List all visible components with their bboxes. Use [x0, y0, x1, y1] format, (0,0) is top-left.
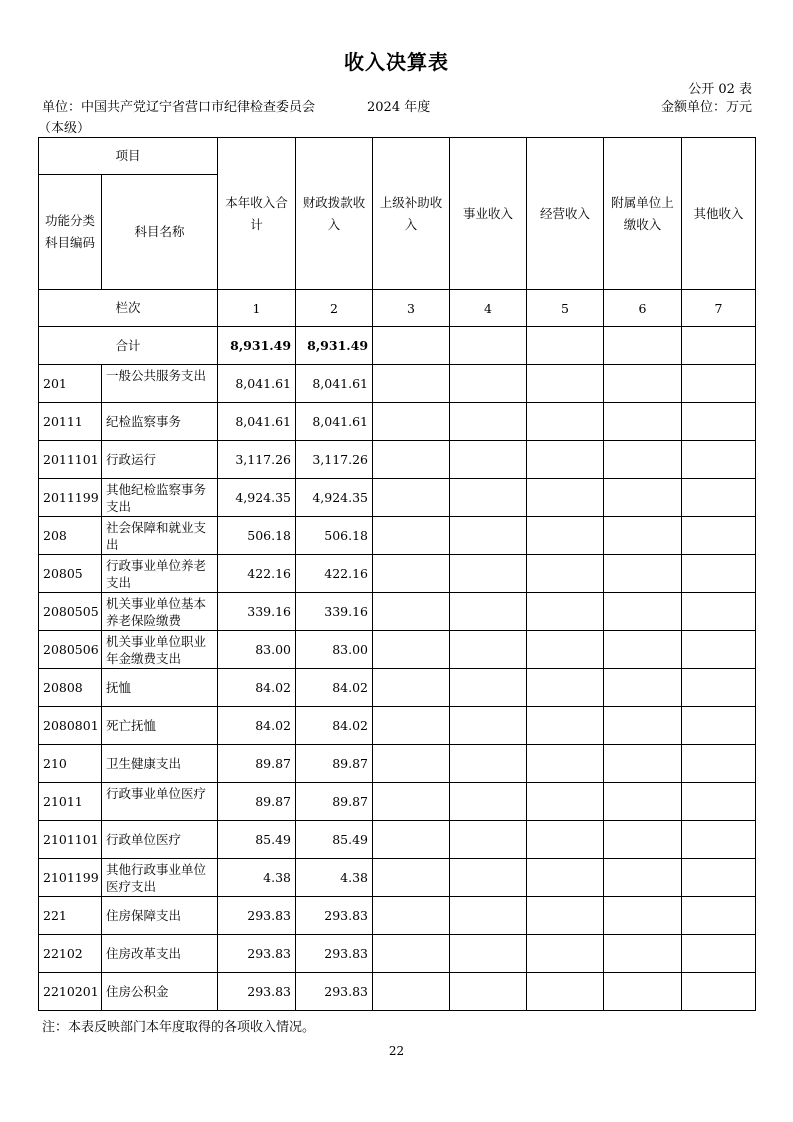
row-total: 83.00	[218, 631, 296, 669]
empty-cell	[682, 973, 756, 1011]
row-fiscal: 293.83	[296, 935, 373, 973]
empty-cell	[527, 745, 604, 783]
row-fiscal: 8,041.61	[296, 403, 373, 441]
empty-cell	[450, 935, 527, 973]
empty-cell	[450, 745, 527, 783]
row-total: 293.83	[218, 935, 296, 973]
empty-cell	[682, 517, 756, 555]
column-number: 1	[218, 290, 296, 327]
total-row-fiscal: 8,931.49	[296, 327, 373, 365]
row-subject-name: 机关事业单位职业年金缴费支出	[102, 631, 218, 669]
empty-cell	[682, 555, 756, 593]
row-total: 422.16	[218, 555, 296, 593]
header-col-total: 本年收入合计	[218, 138, 296, 290]
table-row	[39, 935, 756, 973]
row-subject-name: 住房保障支出	[102, 897, 218, 935]
row-subject-name: 纪检监察事务	[102, 403, 218, 441]
row-total: 293.83	[218, 897, 296, 935]
row-fiscal: 4.38	[296, 859, 373, 897]
empty-cell	[682, 859, 756, 897]
empty-cell	[604, 707, 682, 745]
row-fiscal: 84.02	[296, 669, 373, 707]
row-subject-name: 抚恤	[102, 669, 218, 707]
empty-cell	[604, 403, 682, 441]
row-subject-name: 行政单位医疗	[102, 821, 218, 859]
row-subject-name: 行政事业单位养老支出	[102, 555, 218, 593]
row-code: 20808	[39, 669, 102, 707]
row-fiscal: 339.16	[296, 593, 373, 631]
empty-cell	[450, 593, 527, 631]
row-fiscal: 3,117.26	[296, 441, 373, 479]
row-subject-name: 社会保障和就业支出	[102, 517, 218, 555]
row-total: 84.02	[218, 707, 296, 745]
empty-cell	[527, 517, 604, 555]
empty-cell	[373, 935, 450, 973]
row-fiscal: 4,924.35	[296, 479, 373, 517]
empty-cell	[604, 669, 682, 707]
table-note: 注：本表反映部门本年度取得的各项收入情况。	[42, 1020, 316, 1035]
table-row	[39, 859, 756, 897]
empty-cell	[450, 403, 527, 441]
empty-cell	[682, 707, 756, 745]
total-row-label: 合计	[39, 327, 218, 365]
empty-cell	[527, 707, 604, 745]
row-total: 8,041.61	[218, 365, 296, 403]
empty-cell	[450, 897, 527, 935]
row-code: 2080506	[39, 631, 102, 669]
row-subject-name: 行政事业单位医疗	[102, 783, 218, 821]
row-fiscal: 422.16	[296, 555, 373, 593]
empty-cell	[604, 365, 682, 403]
empty-cell	[682, 897, 756, 935]
empty-cell	[604, 327, 682, 365]
empty-cell	[373, 783, 450, 821]
empty-cell	[450, 517, 527, 555]
form-code: 公开 02 表	[688, 82, 752, 97]
table-row	[39, 745, 756, 783]
empty-cell	[527, 973, 604, 1011]
empty-cell	[373, 555, 450, 593]
row-total: 85.49	[218, 821, 296, 859]
row-fiscal: 506.18	[296, 517, 373, 555]
empty-cell	[450, 973, 527, 1011]
row-total: 89.87	[218, 783, 296, 821]
empty-cell	[604, 783, 682, 821]
column-number: 5	[527, 290, 604, 327]
table-row	[39, 897, 756, 935]
empty-cell	[450, 555, 527, 593]
empty-cell	[373, 745, 450, 783]
row-fiscal: 89.87	[296, 783, 373, 821]
row-total: 293.83	[218, 973, 296, 1011]
report-year: 2024 年度	[367, 100, 431, 115]
row-fiscal: 84.02	[296, 707, 373, 745]
empty-cell	[527, 783, 604, 821]
empty-cell	[373, 897, 450, 935]
empty-cell	[604, 935, 682, 973]
empty-cell	[373, 403, 450, 441]
empty-cell	[450, 859, 527, 897]
table-row	[39, 593, 756, 631]
table-row	[39, 517, 756, 555]
empty-cell	[527, 593, 604, 631]
column-number-label: 栏次	[39, 290, 218, 327]
header-subject-name: 科目名称	[102, 175, 218, 290]
empty-cell	[527, 631, 604, 669]
row-fiscal: 8,041.61	[296, 365, 373, 403]
unit-label-cont: （本级）	[38, 121, 91, 136]
table-row	[39, 821, 756, 859]
empty-cell	[682, 669, 756, 707]
empty-cell	[604, 745, 682, 783]
header-col-fiscal: 财政拨款收入	[296, 138, 373, 290]
income-table	[38, 137, 756, 1011]
empty-cell	[682, 365, 756, 403]
empty-cell	[527, 479, 604, 517]
row-total: 339.16	[218, 593, 296, 631]
row-subject-name: 行政运行	[102, 441, 218, 479]
empty-cell	[604, 897, 682, 935]
row-fiscal: 293.83	[296, 973, 373, 1011]
row-code: 2101199	[39, 859, 102, 897]
empty-cell	[527, 859, 604, 897]
empty-cell	[604, 517, 682, 555]
empty-cell	[373, 327, 450, 365]
table-row	[39, 783, 756, 821]
table-row	[39, 707, 756, 745]
empty-cell	[604, 859, 682, 897]
empty-cell	[450, 669, 527, 707]
row-code: 2011101	[39, 441, 102, 479]
empty-cell	[373, 593, 450, 631]
empty-cell	[682, 403, 756, 441]
empty-cell	[682, 745, 756, 783]
empty-cell	[527, 365, 604, 403]
row-code: 2080505	[39, 593, 102, 631]
empty-cell	[682, 821, 756, 859]
empty-cell	[450, 707, 527, 745]
row-fiscal: 83.00	[296, 631, 373, 669]
header-col-affiliated: 附属单位上缴收入	[604, 138, 682, 290]
empty-cell	[604, 479, 682, 517]
empty-cell	[450, 441, 527, 479]
row-fiscal: 85.49	[296, 821, 373, 859]
row-total: 84.02	[218, 669, 296, 707]
empty-cell	[373, 973, 450, 1011]
row-code: 2210201	[39, 973, 102, 1011]
empty-cell	[682, 441, 756, 479]
empty-cell	[373, 517, 450, 555]
empty-cell	[527, 327, 604, 365]
empty-cell	[604, 593, 682, 631]
empty-cell	[682, 935, 756, 973]
header-col-operating: 经营收入	[527, 138, 604, 290]
row-code: 201	[39, 365, 102, 403]
empty-cell	[373, 821, 450, 859]
row-total: 4.38	[218, 859, 296, 897]
total-row-total: 8,931.49	[218, 327, 296, 365]
empty-cell	[682, 631, 756, 669]
empty-cell	[527, 821, 604, 859]
empty-cell	[450, 631, 527, 669]
row-fiscal: 89.87	[296, 745, 373, 783]
empty-cell	[527, 669, 604, 707]
column-number: 3	[373, 290, 450, 327]
table-row	[39, 479, 756, 517]
empty-cell	[604, 441, 682, 479]
row-total: 4,924.35	[218, 479, 296, 517]
empty-cell	[527, 897, 604, 935]
table-row	[39, 631, 756, 669]
row-subject-name: 其他纪检监察事务支出	[102, 479, 218, 517]
row-subject-name: 一般公共服务支出	[102, 365, 218, 403]
empty-cell	[450, 821, 527, 859]
header-col-business: 事业收入	[450, 138, 527, 290]
empty-cell	[373, 707, 450, 745]
empty-cell	[682, 783, 756, 821]
header-item: 项目	[39, 138, 218, 175]
empty-cell	[450, 783, 527, 821]
money-unit: 金额单位：万元	[660, 100, 752, 115]
table-row	[39, 973, 756, 1011]
empty-cell	[527, 441, 604, 479]
row-code: 2101101	[39, 821, 102, 859]
row-code: 20111	[39, 403, 102, 441]
table-row	[39, 669, 756, 707]
column-number: 6	[604, 290, 682, 327]
empty-cell	[373, 365, 450, 403]
row-subject-name: 住房改革支出	[102, 935, 218, 973]
empty-cell	[604, 821, 682, 859]
table-row	[39, 555, 756, 593]
unit-label: 单位：中国共产党辽宁省营口市纪律检查委员会	[42, 100, 316, 115]
row-code: 221	[39, 897, 102, 935]
empty-cell	[373, 441, 450, 479]
empty-cell	[604, 973, 682, 1011]
empty-cell	[604, 555, 682, 593]
header-col-other: 其他收入	[682, 138, 756, 290]
column-number: 7	[682, 290, 756, 327]
row-fiscal: 293.83	[296, 897, 373, 935]
header-col-subsidy: 上级补助收入	[373, 138, 450, 290]
row-subject-name: 机关事业单位基本养老保险缴费	[102, 593, 218, 631]
row-code: 21011	[39, 783, 102, 821]
empty-cell	[682, 327, 756, 365]
empty-cell	[682, 479, 756, 517]
table-row	[39, 403, 756, 441]
empty-cell	[527, 555, 604, 593]
empty-cell	[527, 935, 604, 973]
empty-cell	[450, 365, 527, 403]
header-func-code: 功能分类科目编码	[39, 175, 102, 290]
empty-cell	[450, 327, 527, 365]
empty-cell	[373, 859, 450, 897]
row-subject-name: 死亡抚恤	[102, 707, 218, 745]
row-total: 506.18	[218, 517, 296, 555]
row-total: 8,041.61	[218, 403, 296, 441]
column-number: 4	[450, 290, 527, 327]
table-row	[39, 441, 756, 479]
row-code: 208	[39, 517, 102, 555]
page-number: 22	[388, 1044, 405, 1058]
row-code: 210	[39, 745, 102, 783]
empty-cell	[373, 479, 450, 517]
empty-cell	[373, 669, 450, 707]
row-subject-name: 住房公积金	[102, 973, 218, 1011]
column-number: 2	[296, 290, 373, 327]
row-total: 89.87	[218, 745, 296, 783]
table-row	[39, 365, 756, 403]
empty-cell	[682, 593, 756, 631]
row-code: 2011199	[39, 479, 102, 517]
empty-cell	[450, 479, 527, 517]
row-subject-name: 卫生健康支出	[102, 745, 218, 783]
row-code: 2080801	[39, 707, 102, 745]
row-total: 3,117.26	[218, 441, 296, 479]
row-subject-name: 其他行政事业单位医疗支出	[102, 859, 218, 897]
empty-cell	[527, 403, 604, 441]
row-code: 22102	[39, 935, 102, 973]
row-code: 20805	[39, 555, 102, 593]
empty-cell	[373, 631, 450, 669]
page-title: 收入决算表	[344, 50, 449, 74]
empty-cell	[604, 631, 682, 669]
